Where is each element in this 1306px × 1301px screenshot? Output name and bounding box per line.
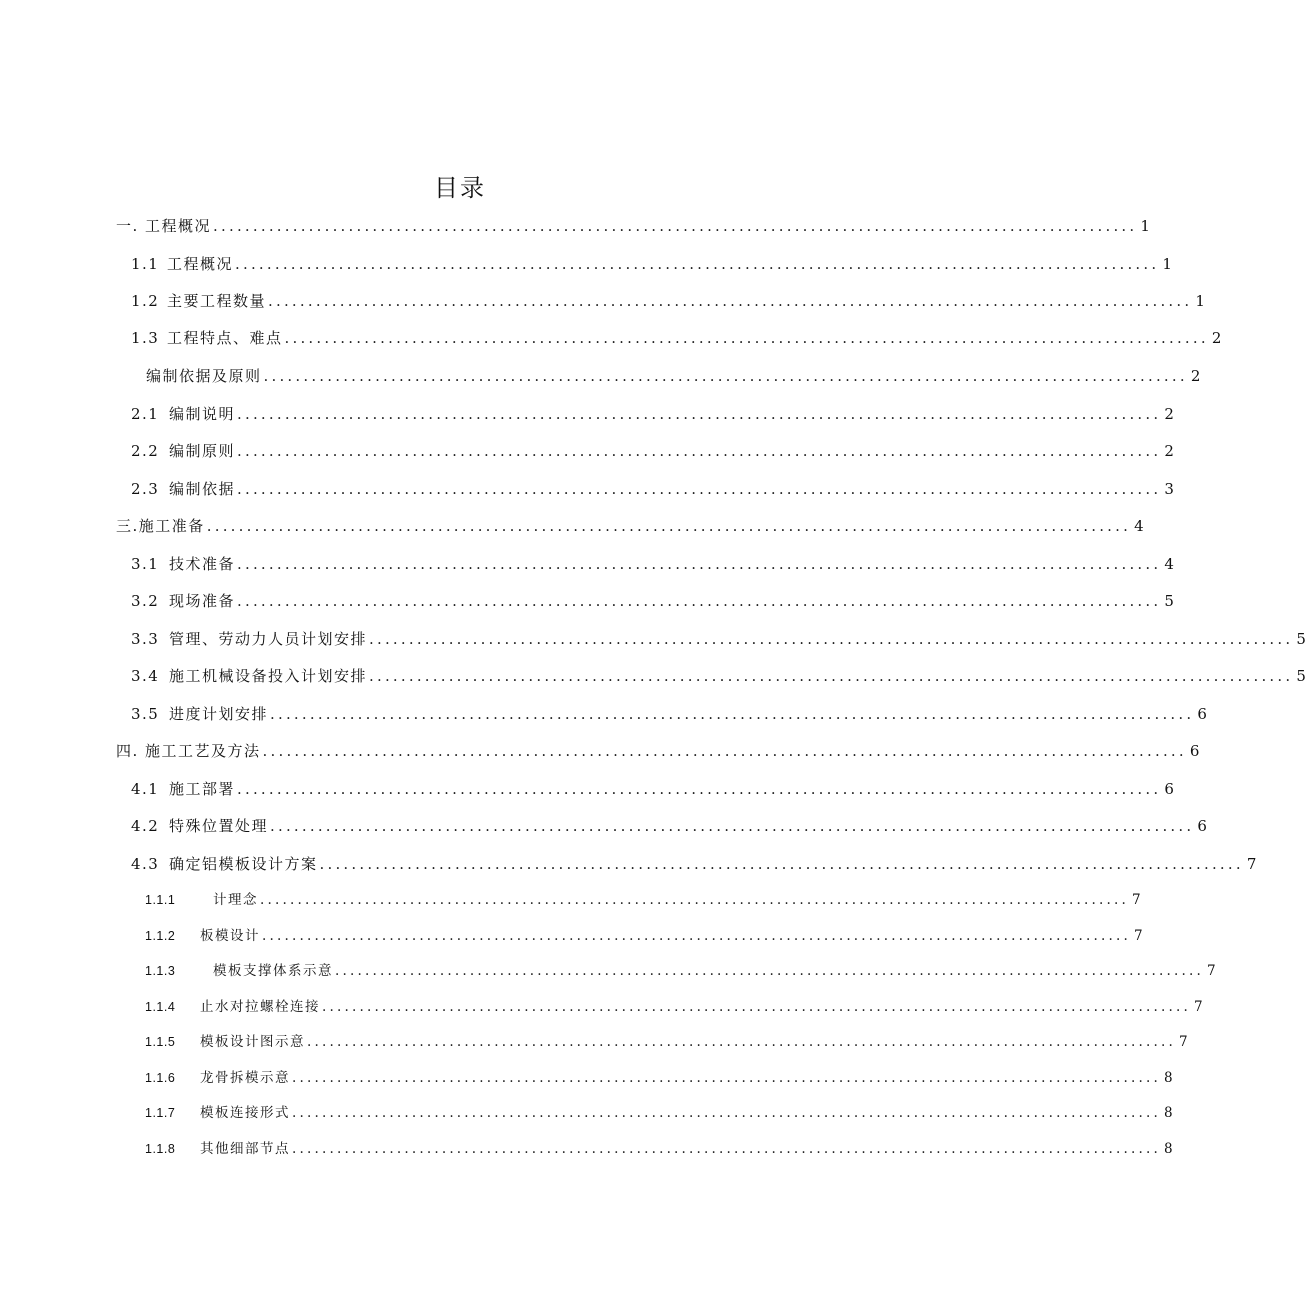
toc-entry-number: 1.1.3 — [145, 964, 176, 978]
toc-entry-number: 1.1.4 — [145, 1000, 176, 1014]
toc-leader-dots: .................................................................................................................... — [268, 292, 1193, 310]
toc-leader-dots: .................................................................................................................... — [263, 367, 1188, 385]
toc-entry[interactable] — [145, 997, 1203, 1017]
toc-entry[interactable] — [131, 704, 1207, 724]
toc-entry[interactable] — [131, 404, 1174, 424]
toc-leader-dots: .................................................................................................................... — [262, 928, 1131, 944]
toc-entry-number: 1.3 — [131, 329, 160, 347]
toc-entry-number: 4.2 — [131, 817, 160, 835]
toc-leader-dots: .................................................................................................................... — [292, 1105, 1161, 1121]
toc-entry-number: 2.2 — [131, 442, 160, 460]
toc-page-number: 7 — [1134, 928, 1143, 944]
toc-leader-dots: .................................................................................................................... — [262, 742, 1187, 760]
toc-leader-dots: .................................................................................................................... — [335, 963, 1204, 979]
toc-leader-dots: .................................................................................................................... — [292, 1070, 1161, 1086]
toc-page-number: 7 — [1179, 1034, 1188, 1050]
toc-leader-dots: .................................................................................................................... — [307, 1034, 1176, 1050]
toc-entry[interactable] — [116, 516, 1144, 536]
toc-page-number: 7 — [1132, 892, 1141, 908]
toc-entry[interactable] — [116, 216, 1150, 236]
toc-page-number: 2 — [1164, 405, 1174, 423]
toc-page-number: 6 — [1197, 817, 1207, 835]
toc-entry-title: 四. 施工工艺及方法 — [116, 742, 261, 760]
toc-leader-dots: .................................................................................................................... — [213, 217, 1138, 235]
toc-entry-number: 4.1 — [131, 780, 160, 798]
toc-leader-dots: .................................................................................................................... — [237, 442, 1162, 460]
toc-entry-number: 1.1.7 — [145, 1106, 176, 1120]
toc-page-number: 6 — [1164, 780, 1174, 798]
toc-entry-title: 其他细部节点 — [200, 1141, 290, 1157]
toc-leader-dots: .................................................................................................................... — [284, 329, 1209, 347]
toc-leader-dots: .................................................................................................................... — [237, 405, 1162, 423]
toc-page-number: 3 — [1164, 480, 1174, 498]
toc-entry-title: 施工部署 — [169, 780, 236, 798]
toc-entry[interactable] — [145, 1139, 1173, 1159]
toc-entry[interactable] — [131, 479, 1174, 499]
toc-entry-number: 3.5 — [131, 705, 160, 723]
toc-page-number: 8 — [1164, 1141, 1173, 1157]
toc-entry-number: 3.3 — [131, 630, 160, 648]
toc-leader-dots: .................................................................................................................... — [206, 517, 1132, 535]
toc-entry-title: 编制原则 — [169, 442, 236, 460]
toc-leader-dots: .................................................................................................................... — [369, 630, 1294, 648]
toc-entry[interactable] — [131, 254, 1172, 274]
toc-entry-title: 确定铝模板设计方案 — [169, 855, 318, 873]
toc-page-number: 4 — [1164, 555, 1174, 573]
toc-page-number: 6 — [1197, 705, 1207, 723]
toc-entry-number: 2.1 — [131, 405, 160, 423]
toc-entry-title: 施工机械设备投入计划安排 — [169, 667, 368, 685]
toc-entry-title: 编制依据 — [169, 480, 236, 498]
toc-entry-title: 进度计划安排 — [169, 705, 269, 723]
toc-entry-title: 模板设计图示意 — [200, 1034, 305, 1050]
toc-page-number: 5 — [1164, 592, 1174, 610]
toc-entry[interactable] — [145, 890, 1141, 910]
toc-entry[interactable] — [146, 366, 1201, 386]
toc-page-number: 5 — [1296, 667, 1306, 685]
toc-entry-title: 管理、劳动力人员计划安排 — [169, 630, 368, 648]
toc-entry-number: 1.2 — [131, 292, 160, 310]
toc-page-number: 7 — [1207, 963, 1216, 979]
toc-leader-dots: .................................................................................................................... — [322, 999, 1191, 1015]
toc-entry-title: 编制依据及原则 — [146, 367, 262, 385]
toc-entry[interactable] — [116, 741, 1200, 761]
toc-entry-number: 4.3 — [131, 855, 160, 873]
toc-entry-title: 一. 工程概况 — [116, 217, 212, 235]
toc-entry[interactable] — [145, 1032, 1188, 1052]
toc-entry-title: 模板连接形式 — [200, 1105, 290, 1121]
page-title: 目录 — [434, 174, 486, 202]
toc-entry[interactable] — [145, 926, 1143, 946]
toc-entry[interactable] — [131, 854, 1257, 874]
toc-page-number: 1 — [1195, 292, 1205, 310]
toc-entry-number: 1.1.2 — [145, 929, 176, 943]
toc-leader-dots: .................................................................................................................... — [237, 780, 1162, 798]
toc-entry[interactable] — [131, 816, 1207, 836]
toc-entry-title: 龙骨拆模示意 — [200, 1070, 290, 1086]
toc-entry[interactable] — [131, 291, 1205, 311]
toc-entry[interactable] — [145, 1103, 1173, 1123]
toc-entry[interactable] — [131, 328, 1222, 348]
toc-page-number: 8 — [1164, 1105, 1173, 1121]
toc-entry[interactable] — [131, 779, 1174, 799]
toc-entry[interactable] — [145, 961, 1216, 981]
toc-entry-title: 编制说明 — [169, 405, 236, 423]
toc-page-number: 4 — [1134, 517, 1144, 535]
toc-page-number: 1 — [1140, 217, 1150, 235]
toc-entry-title: 现场准备 — [169, 592, 236, 610]
toc-entry-number: 1.1.5 — [145, 1035, 176, 1049]
toc-entry[interactable] — [131, 666, 1306, 686]
toc-leader-dots: .................................................................................................................... — [270, 705, 1195, 723]
toc-entry-number: 1.1 — [131, 255, 160, 273]
toc-entry-number: 1.1.6 — [145, 1071, 176, 1085]
toc-page-number: 5 — [1296, 630, 1306, 648]
toc-entry-number: 1.1.1 — [145, 893, 176, 907]
toc-leader-dots: .................................................................................................................... — [270, 817, 1195, 835]
toc-entry[interactable] — [131, 629, 1306, 649]
toc-entry[interactable] — [131, 591, 1174, 611]
toc-entry-title: 主要工程数量 — [167, 292, 267, 310]
toc-entry[interactable] — [131, 441, 1174, 461]
toc-page-number: 1 — [1162, 255, 1172, 273]
toc-entry-number: 3.1 — [131, 555, 160, 573]
toc-leader-dots: .................................................................................................................... — [292, 1141, 1161, 1157]
toc-entry-number: 3.2 — [131, 592, 160, 610]
toc-entry-title: 计理念 — [213, 892, 258, 908]
toc-page-number: 8 — [1164, 1070, 1173, 1086]
toc-page-number: 2 — [1190, 367, 1201, 385]
toc-entry-number: 2.3 — [131, 480, 160, 498]
toc-page-number: 7 — [1194, 999, 1203, 1015]
toc-leader-dots: .................................................................................................................... — [319, 855, 1244, 873]
toc-entry-title: 工程概况 — [167, 255, 234, 273]
toc-entry-title: 工程特点、难点 — [167, 329, 283, 347]
toc-entry-title: 三.施工准备 — [116, 517, 205, 535]
toc-leader-dots: .................................................................................................................... — [369, 667, 1294, 685]
toc-leader-dots: .................................................................................................................... — [237, 592, 1162, 610]
toc-leader-dots: .................................................................................................................... — [235, 255, 1160, 273]
toc-entry-number: 3.4 — [131, 667, 160, 685]
toc-page-number: 2 — [1211, 329, 1222, 347]
toc-leader-dots: .................................................................................................................... — [237, 480, 1162, 498]
toc-leader-dots: .................................................................................................................... — [260, 892, 1129, 908]
toc-page-number: 2 — [1164, 442, 1174, 460]
toc-entry-title: 模板支撑体系示意 — [213, 963, 333, 979]
toc-entry-title: 止水对拉螺栓连接 — [200, 999, 320, 1015]
toc-entry-number: 1.1.8 — [145, 1142, 176, 1156]
toc-page-number: 7 — [1246, 855, 1257, 873]
toc-entry-title: 板模设计 — [200, 928, 260, 944]
toc-entry[interactable] — [131, 554, 1174, 574]
toc-entry[interactable] — [145, 1068, 1173, 1088]
toc-leader-dots: .................................................................................................................... — [237, 555, 1162, 573]
toc-entry-title: 技术准备 — [169, 555, 236, 573]
toc-entry-title: 特殊位置处理 — [169, 817, 269, 835]
toc-page-number: 6 — [1189, 742, 1200, 760]
